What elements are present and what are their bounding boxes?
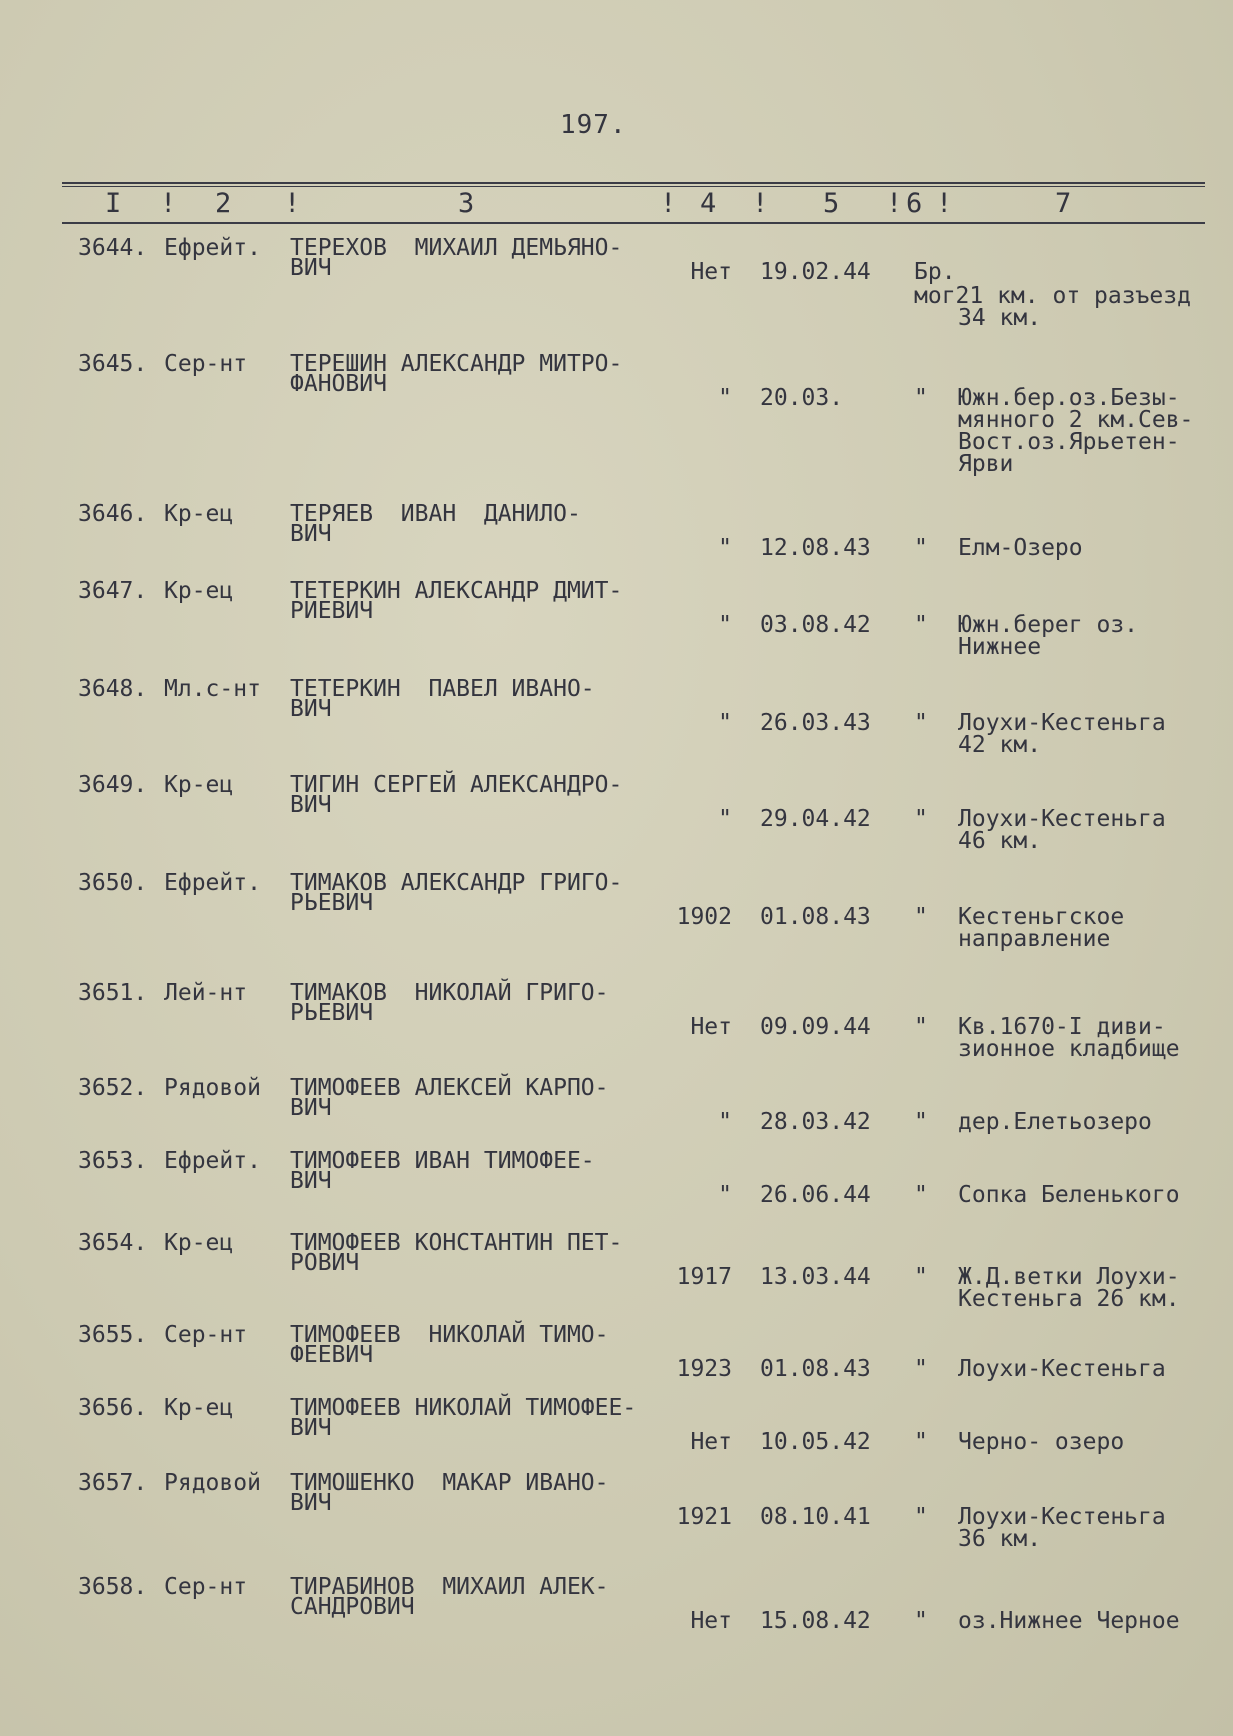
record-death-date: 08.10.41 [760, 1504, 871, 1530]
record-burial-place-line: Черно- озеро [958, 1429, 1125, 1455]
record-birth-year: 1923 [676, 1356, 732, 1382]
record-death-date: 19.02.44 [760, 259, 871, 285]
header-rule-top-thin [62, 186, 1205, 187]
record-grave-mark: " [914, 535, 928, 561]
record-birth-year: " [718, 710, 732, 736]
record-birth-year: " [718, 806, 732, 832]
record-death-date: 12.08.43 [760, 535, 871, 561]
record-grave-mark: " [914, 1504, 928, 1530]
record-grave-mark: " [914, 1356, 928, 1382]
record-name-line-2: РЬЕВИЧ [290, 1000, 374, 1026]
record-birth-year: " [718, 535, 732, 561]
record-name-line-1: ТЕРЕШИН АЛЕКСАНДР МИТРО- [290, 351, 623, 377]
record-rank: Кр-ец [164, 578, 234, 604]
record-name-line-1: ТЕРЕХОВ МИХАИЛ ДЕМЬЯНО- [290, 235, 623, 261]
record-number: 3658. [78, 1574, 148, 1600]
record-name-line-2: РОВИЧ [290, 1250, 360, 1276]
column-separator: ! [936, 188, 953, 219]
record-death-date: 28.03.42 [760, 1109, 871, 1135]
record-name-line-2: ВИЧ [290, 1415, 332, 1441]
record-burial-place-line: дер.Елетьозеро [958, 1109, 1152, 1135]
page-number: 197. [560, 110, 627, 140]
record-name-line-2: ВИЧ [290, 1490, 332, 1516]
record-burial-place-line: оз.Нижнее Черное [958, 1608, 1180, 1634]
record-grave-mark: " [914, 1182, 928, 1208]
column-separator: ! [660, 188, 677, 219]
record-rank: Рядовой [164, 1470, 261, 1496]
record-rank: Сер-нт [164, 1574, 248, 1600]
column-header-5: 5 [823, 188, 840, 219]
record-name-line-1: ТИМОФЕЕВ ИВАН ТИМОФЕЕ- [290, 1148, 595, 1174]
record-burial-place-line: Ярви [958, 451, 1014, 477]
record-name-line-2: РЬЕВИЧ [290, 890, 374, 916]
record-number: 3652. [78, 1075, 148, 1101]
record-grave-mark: Бр. [914, 259, 956, 285]
record-burial-place-line: Лоухи-Кестеньга [958, 710, 1166, 736]
record-burial-place-line: мянного 2 км.Сев- [958, 407, 1194, 433]
record-death-date: 26.06.44 [760, 1182, 871, 1208]
record-name-line-2: ФЕЕВИЧ [290, 1342, 374, 1368]
record-death-date: 01.08.43 [760, 904, 871, 930]
record-grave-mark: " [914, 1014, 928, 1040]
column-separator: ! [284, 188, 301, 219]
record-death-date: 03.08.42 [760, 612, 871, 638]
record-birth-year: " [718, 1109, 732, 1135]
record-burial-place-line: 42 км. [958, 732, 1042, 758]
record-birth-year: Нет [690, 1014, 732, 1040]
record-birth-year: 1921 [676, 1504, 732, 1530]
record-death-date: 29.04.42 [760, 806, 871, 832]
record-number: 3644. [78, 235, 148, 261]
record-name-line-1: ТИМОФЕЕВ НИКОЛАЙ ТИМОФЕЕ- [290, 1395, 637, 1421]
record-name-line-2: ВИЧ [290, 521, 332, 547]
record-name-line-1: ТИМАКОВ НИКОЛАЙ ГРИГО- [290, 980, 609, 1006]
header-rule-top [62, 182, 1205, 184]
record-burial-place-line: 46 км. [958, 828, 1042, 854]
record-burial-place-line: Лоухи-Кестеньга [958, 1356, 1166, 1382]
record-name-line-1: ТИГИН СЕРГЕЙ АЛЕКСАНДРО- [290, 772, 623, 798]
record-grave-mark: " [914, 1429, 928, 1455]
record-birth-year: Нет [690, 1608, 732, 1634]
record-number: 3648. [78, 676, 148, 702]
record-name-line-1: ТИРАБИНОВ МИХАИЛ АЛЕК- [290, 1574, 609, 1600]
record-number: 3655. [78, 1322, 148, 1348]
record-rank: Ефрейт. [164, 870, 261, 896]
column-separator: ! [160, 188, 177, 219]
record-name-line-2: ФАНОВИЧ [290, 371, 387, 397]
record-number: 3649. [78, 772, 148, 798]
record-death-date: 15.08.42 [760, 1608, 871, 1634]
record-name-line-2: РИЕВИЧ [290, 598, 374, 624]
column-header-6: 6 [906, 188, 923, 219]
header-rule-bottom [62, 222, 1205, 224]
record-number: 3656. [78, 1395, 148, 1421]
record-burial-place-line: Кв.1670-I диви- [958, 1014, 1166, 1040]
record-grave-mark: " [914, 385, 928, 411]
column-separator: ! [752, 188, 769, 219]
record-number: 3657. [78, 1470, 148, 1496]
record-birth-year: " [718, 1182, 732, 1208]
record-grave-mark: " [914, 1608, 928, 1634]
record-birth-year: " [718, 612, 732, 638]
record-grave-mark: " [914, 1109, 928, 1135]
record-rank: Кр-ец [164, 501, 234, 527]
record-rank: Ефрейт. [164, 235, 261, 261]
record-name-line-2: ВИЧ [290, 255, 332, 281]
column-header-2: 2 [215, 188, 232, 219]
record-burial-place-line: Елм-Озеро [958, 535, 1083, 561]
record-number: 3647. [78, 578, 148, 604]
record-death-date: 09.09.44 [760, 1014, 871, 1040]
record-burial-place-line: Ж.Д.ветки Лоухи- [958, 1264, 1180, 1290]
column-header-7: 7 [1055, 188, 1072, 219]
record-rank: Сер-нт [164, 1322, 248, 1348]
record-rank: Кр-ец [164, 772, 234, 798]
record-rank: Лей-нт [164, 980, 248, 1006]
record-death-date: 10.05.42 [760, 1429, 871, 1455]
record-name-line-2: ВИЧ [290, 1095, 332, 1121]
record-birth-year: Нет [690, 259, 732, 285]
record-burial-place-line: зионное кладбище [958, 1036, 1180, 1062]
record-name-line-1: ТЕРЯЕВ ИВАН ДАНИЛО- [290, 501, 581, 527]
record-grave-mark: " [914, 806, 928, 832]
record-burial-place-line: Вост.оз.Ярьетен- [958, 429, 1180, 455]
record-rank: Кр-ец [164, 1230, 234, 1256]
record-rank: Сер-нт [164, 351, 248, 377]
record-burial-place-line: Кестеньга 26 км. [958, 1286, 1180, 1312]
record-name-line-1: ТЕТЕРКИН АЛЕКСАНДР ДМИТ- [290, 578, 623, 604]
column-separator: ! [886, 188, 903, 219]
record-birth-year: Нет [690, 1429, 732, 1455]
record-grave-mark: " [914, 612, 928, 638]
record-number: 3651. [78, 980, 148, 1006]
record-death-date: 26.03.43 [760, 710, 871, 736]
record-burial-place-line: Южн.берег оз. [958, 612, 1139, 638]
record-grave-mark: " [914, 904, 928, 930]
column-header-3: 3 [458, 188, 475, 219]
record-name-line-2: САНДРОВИЧ [290, 1594, 415, 1620]
record-burial-place-line: Сопка Беленького [958, 1182, 1180, 1208]
record-burial-place-line: 34 км. [958, 305, 1042, 331]
record-name-line-1: ТИМОШЕНКО МАКАР ИВАНО- [290, 1470, 609, 1496]
record-number: 3646. [78, 501, 148, 527]
record-grave-mark: " [914, 1264, 928, 1290]
record-name-line-1: ТИМАКОВ АЛЕКСАНДР ГРИГО- [290, 870, 623, 896]
record-burial-place-line: Лоухи-Кестеньга [958, 1504, 1166, 1530]
record-name-line-1: ТИМОФЕЕВ НИКОЛАЙ ТИМО- [290, 1322, 609, 1348]
record-death-date: 20.03. [760, 385, 844, 411]
record-death-date: 13.03.44 [760, 1264, 871, 1290]
record-birth-year: 1902 [676, 904, 732, 930]
record-name-line-1: ТЕТЕРКИН ПАВЕЛ ИВАНО- [290, 676, 595, 702]
column-header-4: 4 [700, 188, 717, 219]
record-name-line-2: ВИЧ [290, 696, 332, 722]
record-burial-place-line: мог21 км. от разъезд [914, 283, 1191, 309]
record-birth-year: 1917 [676, 1264, 732, 1290]
record-burial-place-line: направление [958, 926, 1111, 952]
record-rank: Кр-ец [164, 1395, 234, 1421]
record-number: 3654. [78, 1230, 148, 1256]
record-burial-place-line: Нижнее [958, 634, 1042, 660]
record-grave-mark: " [914, 710, 928, 736]
record-number: 3650. [78, 870, 148, 896]
record-name-line-1: ТИМОФЕЕВ КОНСТАНТИН ПЕТ- [290, 1230, 623, 1256]
record-name-line-1: ТИМОФЕЕВ АЛЕКСЕЙ КАРПО- [290, 1075, 609, 1101]
record-number: 3645. [78, 351, 148, 377]
record-burial-place-line: Южн.бер.оз.Безы- [958, 385, 1180, 411]
record-rank: Мл.с-нт [164, 676, 261, 702]
column-header-1: I [105, 188, 122, 219]
record-name-line-2: ВИЧ [290, 792, 332, 818]
record-burial-place-line: 36 км. [958, 1526, 1042, 1552]
record-number: 3653. [78, 1148, 148, 1174]
record-birth-year: " [718, 385, 732, 411]
record-death-date: 01.08.43 [760, 1356, 871, 1382]
record-rank: Рядовой [164, 1075, 261, 1101]
record-burial-place-line: Кестеньгское [958, 904, 1125, 930]
record-burial-place-line: Лоухи-Кестеньга [958, 806, 1166, 832]
record-rank: Ефрейт. [164, 1148, 261, 1174]
record-name-line-2: ВИЧ [290, 1168, 332, 1194]
